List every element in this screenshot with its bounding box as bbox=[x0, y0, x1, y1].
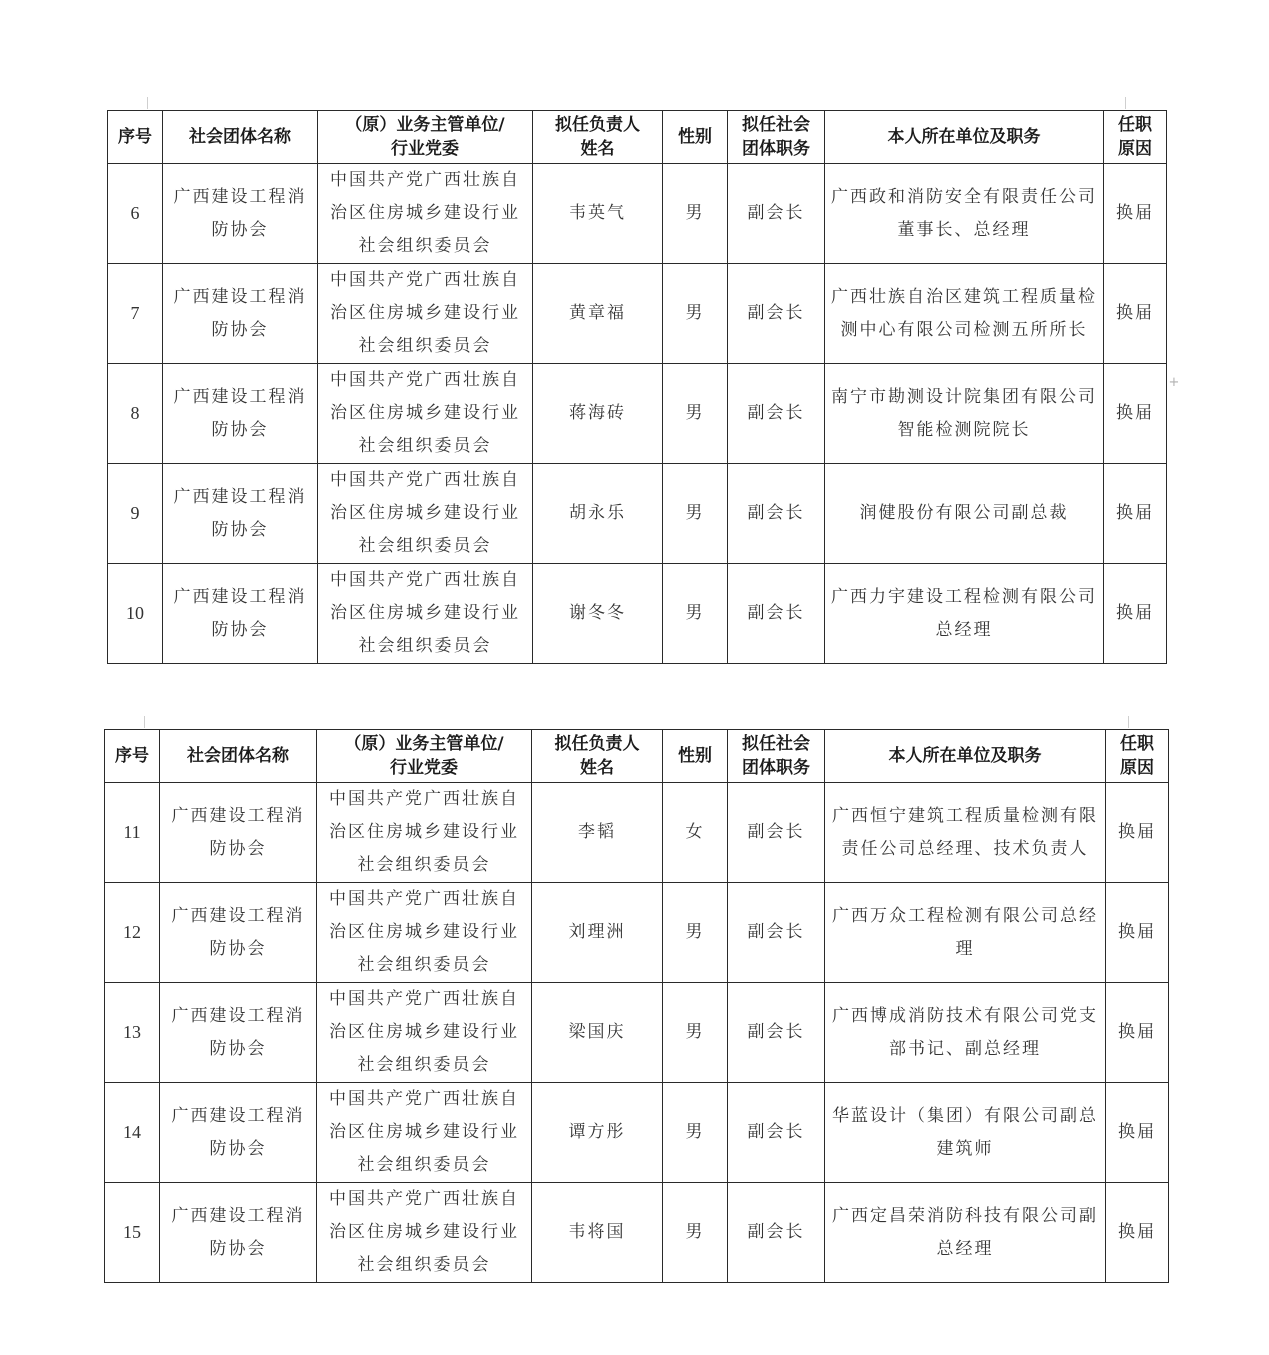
gender: 男 bbox=[663, 1083, 728, 1183]
supervisor-unit: 中国共产党广西壮族自治区住房城乡建设行业社会组织委员会 bbox=[317, 1083, 532, 1183]
org-name: 广西建设工程消防协会 bbox=[160, 883, 317, 983]
proposed-position: 副会长 bbox=[728, 983, 825, 1083]
gender: 男 bbox=[663, 564, 728, 664]
supervisor-unit: 中国共产党广西壮族自治区住房城乡建设行业社会组织委员会 bbox=[317, 983, 532, 1083]
proposed-position: 副会长 bbox=[728, 564, 825, 664]
row-number: 10 bbox=[108, 564, 163, 664]
header-org: 社会团体名称 bbox=[160, 730, 317, 783]
header-employer: 本人所在单位及职务 bbox=[825, 111, 1104, 164]
proposed-position: 副会长 bbox=[728, 264, 825, 364]
table-row bbox=[105, 883, 1169, 983]
header-reason: 任职 原因 bbox=[1104, 111, 1167, 164]
page-corner-mark bbox=[147, 97, 148, 109]
proposed-position: 副会长 bbox=[728, 883, 825, 983]
table-row bbox=[108, 264, 1167, 364]
appointment-reason: 换届 bbox=[1106, 1183, 1169, 1283]
employer-and-title: 广西博成消防技术有限公司党支部书记、副总经理 bbox=[825, 983, 1106, 1083]
header-supervisor: （原）业务主管单位/ 行业党委 bbox=[317, 730, 532, 783]
table-row bbox=[108, 464, 1167, 564]
org-name: 广西建设工程消防协会 bbox=[160, 1183, 317, 1283]
row-number: 13 bbox=[105, 983, 160, 1083]
employer-and-title: 广西万众工程检测有限公司总经理 bbox=[825, 883, 1106, 983]
gender: 男 bbox=[663, 883, 728, 983]
gender: 男 bbox=[663, 464, 728, 564]
header-no: 序号 bbox=[105, 730, 160, 783]
gender: 男 bbox=[663, 1183, 728, 1283]
row-number: 15 bbox=[105, 1183, 160, 1283]
org-name: 广西建设工程消防协会 bbox=[163, 364, 318, 464]
proposed-position: 副会长 bbox=[728, 364, 825, 464]
row-number: 11 bbox=[105, 783, 160, 883]
table-header-row bbox=[108, 111, 1167, 164]
appointment-reason: 换届 bbox=[1106, 883, 1169, 983]
proposed-position: 副会长 bbox=[728, 164, 825, 264]
table-row bbox=[105, 1183, 1169, 1283]
row-number: 6 bbox=[108, 164, 163, 264]
gender: 女 bbox=[663, 783, 728, 883]
gender: 男 bbox=[663, 264, 728, 364]
appointment-reason: 换届 bbox=[1104, 364, 1167, 464]
row-number: 7 bbox=[108, 264, 163, 364]
supervisor-unit: 中国共产党广西壮族自治区住房城乡建设行业社会组织委员会 bbox=[318, 564, 533, 664]
table-header-row bbox=[105, 730, 1169, 783]
row-number: 12 bbox=[105, 883, 160, 983]
supervisor-unit: 中国共产党广西壮族自治区住房城乡建设行业社会组织委员会 bbox=[317, 1183, 532, 1283]
header-name: 拟任负责人 姓名 bbox=[533, 111, 663, 164]
supervisor-unit: 中国共产党广西壮族自治区住房城乡建设行业社会组织委员会 bbox=[318, 164, 533, 264]
roster-table-section-1 bbox=[107, 110, 1167, 664]
table-row bbox=[108, 564, 1167, 664]
row-number: 9 bbox=[108, 464, 163, 564]
gender: 男 bbox=[663, 983, 728, 1083]
page-corner-mark bbox=[1125, 97, 1126, 109]
gender: 男 bbox=[663, 364, 728, 464]
row-number: 8 bbox=[108, 364, 163, 464]
candidate-name: 蒋海砖 bbox=[533, 364, 663, 464]
candidate-name: 刘理洲 bbox=[532, 883, 663, 983]
org-name: 广西建设工程消防协会 bbox=[163, 564, 318, 664]
gender: 男 bbox=[663, 164, 728, 264]
employer-and-title: 南宁市勘测设计院集团有限公司智能检测院院长 bbox=[825, 364, 1104, 464]
appointment-reason: 换届 bbox=[1106, 1083, 1169, 1183]
appointment-reason: 换届 bbox=[1104, 464, 1167, 564]
proposed-position: 副会长 bbox=[728, 1083, 825, 1183]
candidate-name: 胡永乐 bbox=[533, 464, 663, 564]
proposed-position: 副会长 bbox=[728, 464, 825, 564]
header-gender: 性别 bbox=[663, 111, 728, 164]
roster-table-section-2 bbox=[104, 729, 1169, 1283]
header-supervisor: （原）业务主管单位/ 行业党委 bbox=[318, 111, 533, 164]
header-no: 序号 bbox=[108, 111, 163, 164]
org-name: 广西建设工程消防协会 bbox=[163, 164, 318, 264]
header-gender: 性别 bbox=[663, 730, 728, 783]
supervisor-unit: 中国共产党广西壮族自治区住房城乡建设行业社会组织委员会 bbox=[317, 883, 532, 983]
org-name: 广西建设工程消防协会 bbox=[160, 1083, 317, 1183]
proposed-position: 副会长 bbox=[728, 1183, 825, 1283]
org-name: 广西建设工程消防协会 bbox=[163, 264, 318, 364]
employer-and-title: 广西定昌荣消防科技有限公司副总经理 bbox=[825, 1183, 1106, 1283]
employer-and-title: 润健股份有限公司副总裁 bbox=[825, 464, 1104, 564]
appointment-reason: 换届 bbox=[1104, 264, 1167, 364]
candidate-name: 韦英气 bbox=[533, 164, 663, 264]
candidate-name: 谭方彤 bbox=[532, 1083, 663, 1183]
appointment-reason: 换届 bbox=[1106, 783, 1169, 883]
header-name: 拟任负责人 姓名 bbox=[532, 730, 663, 783]
supervisor-unit: 中国共产党广西壮族自治区住房城乡建设行业社会组织委员会 bbox=[318, 464, 533, 564]
supervisor-unit: 中国共产党广西壮族自治区住房城乡建设行业社会组织委员会 bbox=[317, 783, 532, 883]
table-row bbox=[105, 783, 1169, 883]
header-employer: 本人所在单位及职务 bbox=[825, 730, 1106, 783]
supervisor-unit: 中国共产党广西壮族自治区住房城乡建设行业社会组织委员会 bbox=[318, 364, 533, 464]
header-org: 社会团体名称 bbox=[163, 111, 318, 164]
appointment-reason: 换届 bbox=[1104, 564, 1167, 664]
table-row bbox=[105, 1083, 1169, 1183]
header-reason: 任职 原因 bbox=[1106, 730, 1169, 783]
header-position: 拟任社会 团体职务 bbox=[728, 730, 825, 783]
supervisor-unit: 中国共产党广西壮族自治区住房城乡建设行业社会组织委员会 bbox=[318, 264, 533, 364]
org-name: 广西建设工程消防协会 bbox=[160, 983, 317, 1083]
employer-and-title: 广西政和消防安全有限责任公司董事长、总经理 bbox=[825, 164, 1104, 264]
proposed-position: 副会长 bbox=[728, 783, 825, 883]
page-corner-mark bbox=[1128, 716, 1129, 728]
org-name: 广西建设工程消防协会 bbox=[160, 783, 317, 883]
candidate-name: 谢冬冬 bbox=[533, 564, 663, 664]
candidate-name: 李韬 bbox=[532, 783, 663, 883]
appointment-reason: 换届 bbox=[1106, 983, 1169, 1083]
employer-and-title: 广西恒宁建筑工程质量检测有限责任公司总经理、技术负责人 bbox=[825, 783, 1106, 883]
employer-and-title: 广西力宇建设工程检测有限公司总经理 bbox=[825, 564, 1104, 664]
header-position: 拟任社会 团体职务 bbox=[728, 111, 825, 164]
candidate-name: 黄章福 bbox=[533, 264, 663, 364]
page-corner-mark bbox=[144, 716, 145, 728]
page-expand-icon[interactable]: + bbox=[1166, 360, 1181, 406]
roster-table-2 bbox=[104, 729, 1169, 1283]
table-row bbox=[105, 983, 1169, 1083]
appointment-reason: 换届 bbox=[1104, 164, 1167, 264]
candidate-name: 梁国庆 bbox=[532, 983, 663, 1083]
candidate-name: 韦将国 bbox=[532, 1183, 663, 1283]
table-row bbox=[108, 164, 1167, 264]
row-number: 14 bbox=[105, 1083, 160, 1183]
employer-and-title: 华蓝设计（集团）有限公司副总建筑师 bbox=[825, 1083, 1106, 1183]
employer-and-title: 广西壮族自治区建筑工程质量检测中心有限公司检测五所所长 bbox=[825, 264, 1104, 364]
org-name: 广西建设工程消防协会 bbox=[163, 464, 318, 564]
table-row bbox=[108, 364, 1167, 464]
roster-table-1 bbox=[107, 110, 1167, 664]
